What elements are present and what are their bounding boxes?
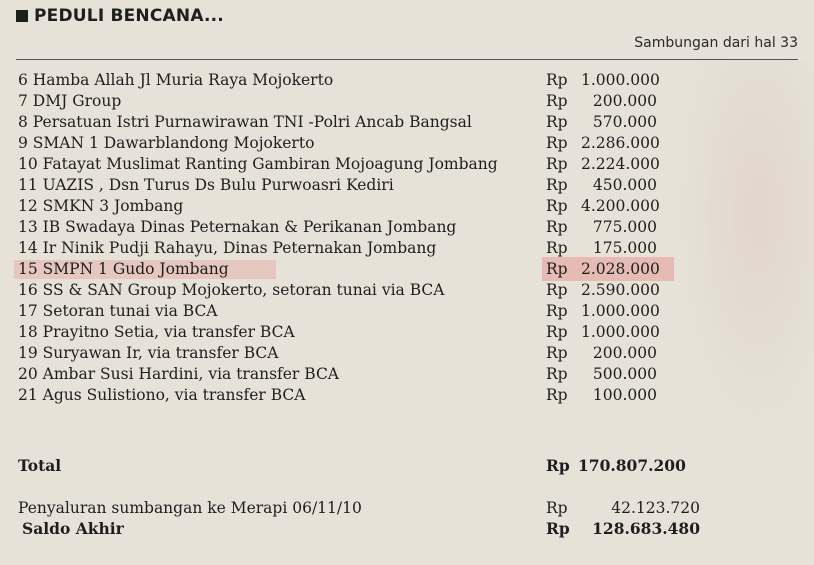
donation-list [18,70,698,406]
donor-name: 18 Prayitno Setia, via transfer BCA [18,323,295,341]
donation-amount: 2.286.000 [581,134,660,152]
currency: Rp [546,281,568,299]
donor-name: 11 UAZIS , Dsn Turus Ds Bulu Purwoasri Kediri [18,176,394,194]
currency: Rp [546,386,568,404]
donor-name: 7 DMJ Group [18,92,122,110]
donor-name: 13 IB Swadaya Dinas Peternakan & Perikanan Jombang [18,218,457,236]
donor-name: 12 SMKN 3 Jombang [18,197,184,215]
donation-row [18,154,698,175]
currency: Rp [546,323,568,341]
distribution-amount: 42.123.720 [611,499,700,517]
currency: Rp [546,456,570,475]
donor-name: 21 Agus Sulistiono, via transfer BCA [18,386,306,404]
currency: Rp [546,344,568,362]
donation-amount: 100.000 [592,386,657,404]
square-bullet-icon [16,10,28,22]
total-label: Total [18,456,62,475]
balance-row [18,518,718,539]
donor-name: 8 Persatuan Istri Purnawirawan TNI -Polri Ancab Bangsal [18,113,472,131]
donation-row [18,112,698,133]
continued-from-note: Sambungan dari hal 33 [634,35,798,51]
donation-amount: 500.000 [592,365,657,383]
currency: Rp [546,260,568,278]
balance-label: Saldo Akhir [22,519,124,538]
donation-amount: 200.000 [592,92,657,110]
currency: Rp [546,239,568,257]
donation-row [18,217,698,238]
donation-row [18,175,698,196]
distribution-row [18,498,718,519]
donation-amount: 775.000 [592,218,657,236]
donation-amount: 200.000 [592,344,657,362]
donation-row [18,364,698,385]
distribution-label: Penyaluran sumbangan ke Merapi 06/11/10 [18,499,362,517]
currency: Rp [546,302,568,320]
donation-amount: 2.590.000 [581,281,660,299]
donation-amount: 1.000.000 [581,323,660,341]
currency: Rp [546,155,568,173]
section-header [16,6,224,26]
currency: Rp [546,92,568,110]
currency: Rp [546,71,568,89]
donor-name: 16 SS & SAN Group Mojokerto, setoran tunai via BCA [18,281,445,299]
donor-name: 6 Hamba Allah Jl Muria Raya Mojokerto [18,71,334,89]
donation-amount: 2.028.000 [581,260,660,278]
donation-row [18,196,698,217]
section-title: PEDULI BENCANA... [34,6,224,26]
donation-row [18,238,698,259]
donation-row [18,133,698,154]
donation-amount: 175.000 [592,239,657,257]
donor-name: 9 SMAN 1 Dawarblandong Mojokerto [18,134,315,152]
currency: Rp [546,365,568,383]
currency: Rp [546,499,568,517]
balance-amount: 128.683.480 [592,519,700,538]
donation-row [18,322,698,343]
currency: Rp [546,113,568,131]
donation-amount: 1.000.000 [581,71,660,89]
donation-row [18,70,698,91]
donor-name: 14 Ir Ninik Pudji Rahayu, Dinas Peternakan Jombang [18,239,437,257]
currency: Rp [546,176,568,194]
currency: Rp [546,519,570,538]
donation-row [18,343,698,364]
total-amount: 170.807.200 [578,456,686,475]
donor-name: 10 Fatayat Muslimat Ranting Gambiran Mojoagung Jombang [18,155,498,173]
donation-amount: 1.000.000 [581,302,660,320]
header-divider [16,59,798,60]
donation-amount: 4.200.000 [581,197,660,215]
donation-row [18,301,698,322]
currency: Rp [546,197,568,215]
currency: Rp [546,218,568,236]
donation-row [18,91,698,112]
total-row [18,455,718,476]
donation-amount: 450.000 [592,176,657,194]
donation-row [18,280,698,301]
donation-amount: 2.224.000 [581,155,660,173]
donor-name: 15 SMPN 1 Gudo Jombang [18,260,229,278]
donor-name: 19 Suryawan Ir, via transfer BCA [18,344,279,362]
donor-name: 20 Ambar Susi Hardini, via transfer BCA [18,365,339,383]
donation-row [18,385,698,406]
donor-name: 17 Setoran tunai via BCA [18,302,218,320]
donation-row-highlighted [18,259,698,280]
donation-amount: 570.000 [592,113,657,131]
currency: Rp [546,134,568,152]
